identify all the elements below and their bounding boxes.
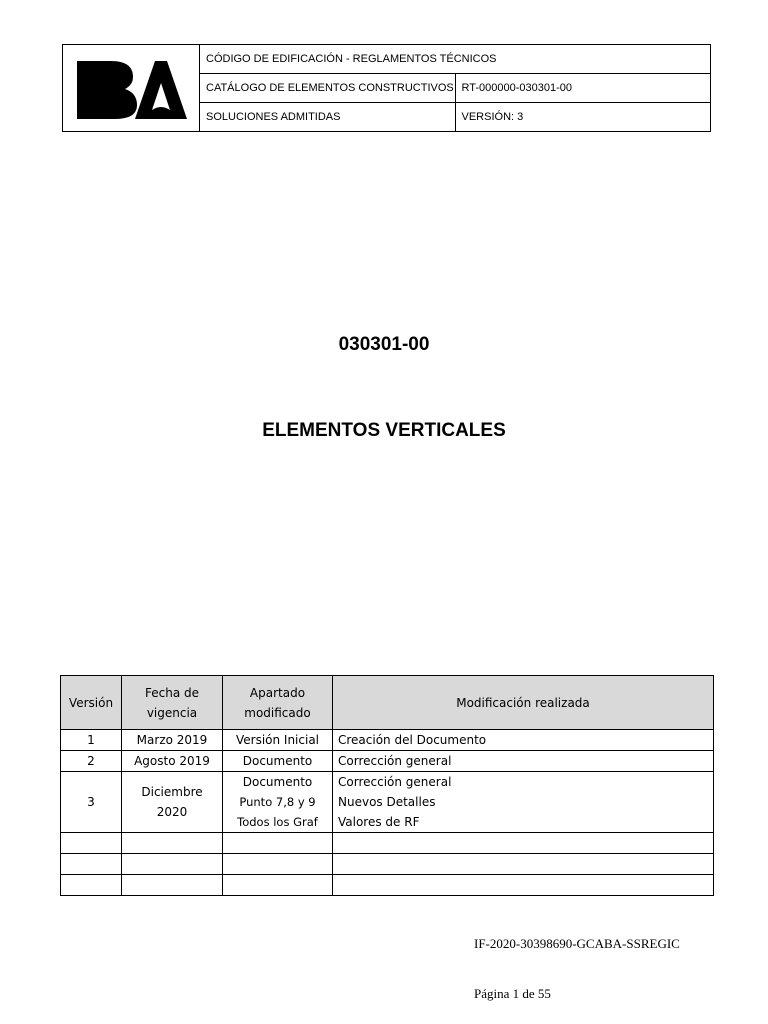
table-row — [61, 772, 714, 833]
col-header-version: Versión — [61, 676, 122, 730]
cell-change: Corrección general — [333, 751, 714, 772]
cell-date — [122, 772, 223, 833]
cell-change-line: Valores de RF — [338, 815, 420, 829]
cell-date: Agosto 2019 — [122, 751, 223, 772]
document-code: 030301-00 — [338, 334, 430, 355]
cell-change — [333, 772, 714, 833]
footer-document-id: IF-2020-30398690-GCABA-SSREGIC — [474, 936, 680, 951]
cell-date-line: Diciembre — [141, 785, 203, 799]
footer-page-number: Página 1 de 55 — [474, 986, 551, 1001]
ba-logo-icon — [75, 55, 187, 121]
table-header-row — [61, 676, 714, 730]
cell-section: Versión Inicial — [223, 730, 333, 751]
header-version: VERSIÓN: 3 — [455, 103, 711, 132]
cell-change-line: Nuevos Detalles — [338, 795, 436, 809]
header-document-code: RT-000000-030301-00 — [455, 74, 711, 103]
cell-change-line: Corrección general — [338, 775, 452, 789]
cell-section-line: Documento — [242, 775, 313, 789]
table-row — [61, 751, 714, 772]
col-header-section: Apartado modificado — [223, 676, 333, 730]
cell-version: 1 — [61, 730, 122, 751]
header-regulation-title: CÓDIGO DE EDIFICACIÓN - REGLAMENTOS TÉCNICOS — [200, 45, 711, 74]
table-row-empty — [61, 875, 714, 896]
col-header-change: Modificación realizada — [333, 676, 714, 730]
header-solutions-title: SOLUCIONES ADMITIDAS — [200, 103, 456, 132]
cell-date-line: 2020 — [156, 805, 188, 819]
table-row-empty — [61, 854, 714, 875]
cell-change: Creación del Documento — [333, 730, 714, 751]
ba-logo — [63, 45, 200, 132]
cell-date: Marzo 2019 — [122, 730, 223, 751]
table-row-empty — [61, 833, 714, 854]
cell-section — [223, 772, 333, 833]
header-catalog-title: CATÁLOGO DE ELEMENTOS CONSTRUCTIVOS — [200, 74, 456, 103]
cell-section: Documento — [223, 751, 333, 772]
cell-version: 3 — [61, 772, 122, 833]
cell-section-line: Punto 7,8 y 9 — [239, 795, 316, 809]
cell-version: 2 — [61, 751, 122, 772]
document-title: ELEMENTOS VERTICALES — [262, 420, 506, 441]
cell-section-line: Todos los Graf — [237, 815, 318, 829]
version-history-table — [60, 675, 714, 896]
table-row — [61, 730, 714, 751]
col-header-date: Fecha de vigencia — [122, 676, 223, 730]
document-header — [62, 44, 711, 132]
